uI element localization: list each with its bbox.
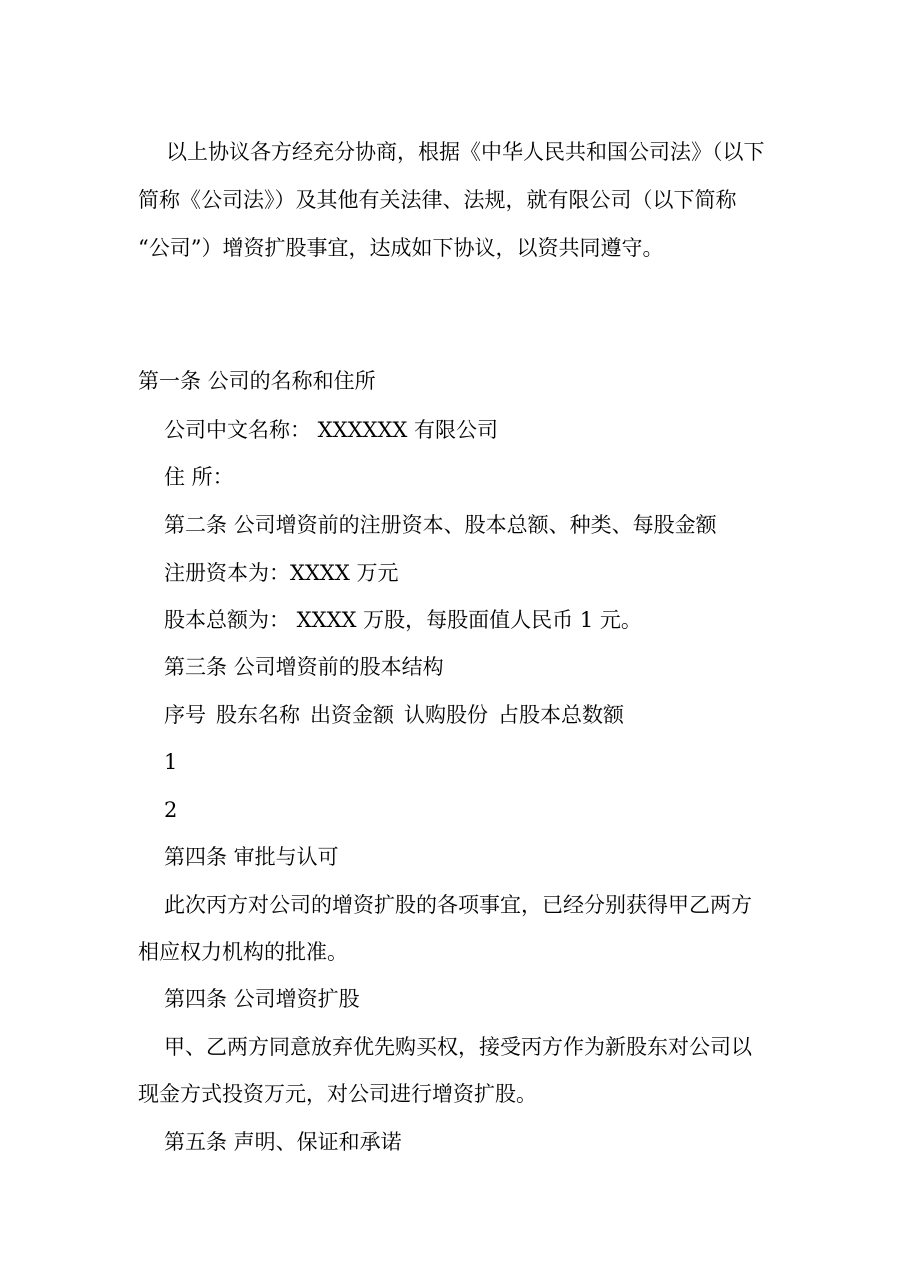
- share-structure-header-row: [164, 701, 804, 729]
- article-2-title: 第二条 公司增资前的注册资本、股本总额、种类、每股金额: [164, 513, 717, 537]
- article-1-title: 第一条 公司的名称和住所: [138, 369, 376, 393]
- intro-line-1: 以上协议各方经充分协商，根据《中华人民共和国公司法》（以下: [166, 140, 765, 164]
- header-share-percentage: 占股本总数额: [498, 703, 624, 727]
- article-5-title: 第五条 声明、保证和承诺: [164, 1130, 402, 1154]
- total-shares-line: 股本总额为： XXXX 万股，每股面值人民币 1 元。: [164, 608, 642, 632]
- capital-increase-text-line-2: 现金方式投资万元，对公司进行增资扩股。: [138, 1082, 537, 1106]
- header-shareholder-name: 股东名称: [216, 703, 300, 727]
- header-capital-amount: 出资金额: [310, 703, 394, 727]
- capital-increase-text-line-1: 甲、乙两方同意放弃优先购买权，接受丙方作为新股东对公司以: [164, 1035, 752, 1059]
- table-row: 2: [164, 798, 178, 822]
- company-name-line: 公司中文名称： XXXXXX 有限公司: [164, 418, 499, 442]
- approval-text-line-2: 相应权力机构的批准。: [138, 940, 348, 964]
- header-subscribed-shares: 认购股份: [404, 703, 488, 727]
- address-line: 住 所：: [164, 465, 234, 489]
- header-serial: 序号: [164, 703, 206, 727]
- registered-capital-line: 注册资本为：XXXX 万元: [164, 561, 399, 585]
- intro-paragraph: [138, 128, 778, 272]
- intro-line-2: 简称《公司法》）及其他有关法律、法规，就有限公司（以下简称: [138, 188, 737, 212]
- article-3-title: 第三条 公司增资前的股本结构: [164, 655, 444, 679]
- intro-line-3: “公司”）增资扩股事宜，达成如下协议，以资共同遵守。: [138, 236, 664, 260]
- article-4a-title: 第四条 审批与认可: [164, 845, 339, 869]
- table-row: 1: [164, 750, 178, 774]
- article-4b-title: 第四条 公司增资扩股: [164, 987, 360, 1011]
- approval-text-line-1: 此次丙方对公司的增资扩股的各项事宜，已经分别获得甲乙两方: [164, 893, 752, 917]
